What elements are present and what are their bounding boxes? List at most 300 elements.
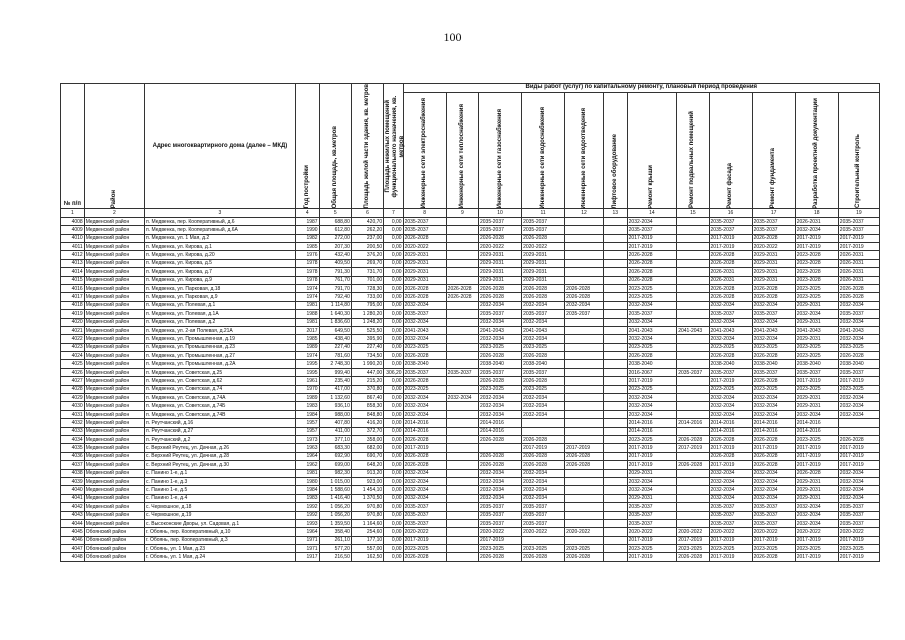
table-cell: 2026-2028 bbox=[627, 268, 677, 276]
table-cell: 2035-2037 bbox=[627, 519, 677, 527]
table-cell: 2032-2034 bbox=[522, 410, 565, 418]
table-row bbox=[61, 268, 880, 276]
table-cell: 2035-2037 bbox=[752, 503, 795, 511]
table-cell: п. Медвенка, ул. Парковая, д.9 bbox=[145, 293, 296, 301]
table-cell: 970,80 bbox=[351, 511, 383, 519]
table-cell: 2020-2022 bbox=[627, 528, 677, 536]
table-cell: 2035-2037 bbox=[709, 519, 752, 527]
table-row bbox=[61, 368, 880, 376]
table-cell: п. Медвенка, ул. Промышленная, д.2А bbox=[145, 360, 296, 368]
table-cell: 2029-2031 bbox=[478, 276, 521, 284]
table-cell bbox=[677, 251, 709, 259]
table-row bbox=[61, 477, 880, 485]
table-cell: 2026-2028 bbox=[627, 259, 677, 267]
table-cell: 2023-2025 bbox=[795, 545, 838, 553]
table-cell: Медвенский район bbox=[84, 410, 144, 418]
table-cell: 2026-2028 bbox=[522, 436, 565, 444]
table-cell: 2035-2037 bbox=[403, 503, 446, 511]
table-cell: 2014-2016 bbox=[752, 419, 795, 427]
table-cell: 2041-2043 bbox=[752, 326, 795, 334]
table-cell bbox=[446, 377, 478, 385]
table-cell: 2032-2034 bbox=[752, 410, 795, 418]
table-cell bbox=[565, 259, 604, 267]
table-cell: Медвенский район bbox=[84, 284, 144, 292]
table-cell: 2032-2034 bbox=[838, 402, 879, 410]
table-cell bbox=[565, 402, 604, 410]
table-cell: 447,00 bbox=[351, 368, 383, 376]
table-cell: 2035-2037 bbox=[838, 226, 879, 234]
table-cell: 2026-2028 bbox=[403, 293, 446, 301]
table-cell: Медвенский район bbox=[84, 452, 144, 460]
table-cell: 1984 bbox=[295, 486, 319, 494]
table-cell bbox=[565, 377, 604, 385]
table-cell: 2023-2025 bbox=[795, 436, 838, 444]
table-cell: 2032-2034 bbox=[478, 335, 521, 343]
table-cell: 1978 bbox=[295, 276, 319, 284]
table-cell bbox=[565, 276, 604, 284]
table-cell bbox=[446, 452, 478, 460]
column-number: 9 bbox=[446, 209, 478, 217]
table-cell: 1978 bbox=[295, 259, 319, 267]
table-cell: 4010 bbox=[61, 234, 85, 242]
table-cell: 2035-2037 bbox=[522, 226, 565, 234]
table-cell: 2032-2034 bbox=[522, 318, 565, 326]
table-cell: 2032-2034 bbox=[627, 394, 677, 402]
table-cell: 0,00 bbox=[384, 234, 403, 242]
table-cell: п. Медвенка, ул. Советская, д.74А bbox=[145, 394, 296, 402]
table-cell: 0,00 bbox=[384, 318, 403, 326]
column-number: 19 bbox=[838, 209, 879, 217]
table-cell bbox=[603, 545, 627, 553]
table-cell: г. Обоянь, ул. 1 Мая, д.23 bbox=[145, 545, 296, 553]
table-cell: с. Панино 1-е, д.4 bbox=[145, 494, 296, 502]
table-cell: 867,40 bbox=[351, 394, 383, 402]
table-cell: 0,00 bbox=[384, 494, 403, 502]
table-cell bbox=[565, 486, 604, 494]
table-cell bbox=[565, 251, 604, 259]
table-cell: 2023-2025 bbox=[478, 545, 521, 553]
table-cell: 699,00 bbox=[319, 461, 351, 469]
table-cell: с. Панино 1-е, д.3 bbox=[145, 477, 296, 485]
table-cell bbox=[677, 276, 709, 284]
table-cell: 2023-2028 bbox=[795, 268, 838, 276]
table-cell: 2032-2034 bbox=[709, 494, 752, 502]
table-cell: 2 748,30 bbox=[319, 360, 351, 368]
column-number: 3 bbox=[145, 209, 296, 217]
table-cell: 2026-2028 bbox=[795, 469, 838, 477]
table-cell: 923,00 bbox=[351, 477, 383, 485]
table-cell: 2032-2034 bbox=[752, 335, 795, 343]
table-cell bbox=[677, 519, 709, 527]
table-cell: 2035-2037 bbox=[478, 217, 521, 225]
table-cell: 2032-2034 bbox=[478, 318, 521, 326]
table-cell: 4038 bbox=[61, 469, 85, 477]
table-cell: 2032-2034 bbox=[838, 394, 879, 402]
table-cell: 0,00 bbox=[384, 427, 403, 435]
column-number: 12 bbox=[565, 209, 604, 217]
table-cell: 1 836,60 bbox=[319, 318, 351, 326]
table-cell: 1985 bbox=[295, 243, 319, 251]
table-cell: 858,30 bbox=[351, 402, 383, 410]
table-cell: 2020-2022 bbox=[565, 528, 604, 536]
table-cell: 2029-2031 bbox=[478, 251, 521, 259]
table-cell: 2035-2037 bbox=[752, 511, 795, 519]
table-cell: 2035-2037 bbox=[838, 503, 879, 511]
table-cell bbox=[603, 217, 627, 225]
table-cell bbox=[603, 234, 627, 242]
table-cell: 2041-2043 bbox=[627, 326, 677, 334]
table-cell bbox=[446, 486, 478, 494]
table-cell: 2020-2022 bbox=[403, 243, 446, 251]
table-cell: 0,00 bbox=[384, 519, 403, 527]
table-cell bbox=[446, 494, 478, 502]
table-cell: 1964 bbox=[295, 528, 319, 536]
table-cell: 2026-2031 bbox=[795, 217, 838, 225]
table-cell: 377,10 bbox=[319, 436, 351, 444]
table-cell: 525,50 bbox=[351, 326, 383, 334]
table-cell: 2026-2028 bbox=[403, 452, 446, 460]
table-row bbox=[61, 494, 880, 502]
table-cell bbox=[446, 326, 478, 334]
table-cell: 2041-2043 bbox=[709, 326, 752, 334]
table-cell: 2035-2037 bbox=[446, 368, 478, 376]
table-cell bbox=[565, 385, 604, 393]
table-cell bbox=[446, 259, 478, 267]
table-cell: п. Медвенка, ул. Промышленная, д.23 bbox=[145, 343, 296, 351]
table-cell: 2017-2019 bbox=[627, 536, 677, 544]
table-cell: 1974 bbox=[295, 352, 319, 360]
table-cell: Медвенский район bbox=[84, 251, 144, 259]
table-cell: 2032-2034 bbox=[478, 301, 521, 309]
table-row bbox=[61, 469, 880, 477]
table-cell bbox=[603, 553, 627, 561]
table-cell: 2017-2019 bbox=[838, 536, 879, 544]
table-cell: 2041-2043 bbox=[403, 326, 446, 334]
header-work-3: Инженерные сети газоснабжения bbox=[478, 92, 521, 209]
table-cell: 1962 bbox=[295, 461, 319, 469]
table-cell: 2026-2028 bbox=[478, 284, 521, 292]
table-cell bbox=[565, 243, 604, 251]
table-row bbox=[61, 436, 880, 444]
table-cell: 2017-2019 bbox=[838, 243, 879, 251]
table-cell: 970,80 bbox=[351, 503, 383, 511]
table-cell: 2032-2034 bbox=[709, 335, 752, 343]
table-cell: 2035-2037 bbox=[403, 310, 446, 318]
table-cell: 2026-2028 bbox=[565, 553, 604, 561]
table-cell: Медвенский район bbox=[84, 419, 144, 427]
table-cell: 2032-2034 bbox=[752, 301, 795, 309]
table-cell: 2032-2034 bbox=[446, 394, 478, 402]
table-cell bbox=[446, 301, 478, 309]
table-cell: 2029-2031 bbox=[522, 276, 565, 284]
table-cell bbox=[677, 335, 709, 343]
header-work-2: Инженерные сети теплоснабжения bbox=[446, 92, 478, 209]
table-cell: 2023-2025 bbox=[795, 385, 838, 393]
table-cell: 4027 bbox=[61, 377, 85, 385]
table-cell: 2017-2019 bbox=[403, 444, 446, 452]
table-cell: 2035-2037 bbox=[522, 519, 565, 527]
table-cell bbox=[565, 217, 604, 225]
table-cell: п. Медвенка, ул. Полевая, д.1 bbox=[145, 301, 296, 309]
table-cell: 2017-2019 bbox=[627, 553, 677, 561]
table-cell: 2035-2037 bbox=[478, 511, 521, 519]
table-cell: 2017-2019 bbox=[522, 444, 565, 452]
table-cell: 2017-2019 bbox=[838, 234, 879, 242]
table-cell: 1982 bbox=[295, 234, 319, 242]
table-cell: 2041-2043 bbox=[478, 326, 521, 334]
table-cell: 2032-2034 bbox=[627, 217, 677, 225]
table-cell: 4029 bbox=[61, 394, 85, 402]
table-cell: 2038-2040 bbox=[627, 360, 677, 368]
table-cell bbox=[603, 536, 627, 544]
table-cell: 2017-2019 bbox=[838, 452, 879, 460]
table-cell: Медвенский район bbox=[84, 259, 144, 267]
table-cell bbox=[565, 494, 604, 502]
table-cell: 2023-2028 bbox=[795, 259, 838, 267]
table-cell: 848,80 bbox=[351, 410, 383, 418]
table-cell: 2023-2025 bbox=[627, 385, 677, 393]
table-cell: 0,00 bbox=[384, 326, 403, 334]
table-cell: 2026-2028 bbox=[478, 377, 521, 385]
table-cell: 4020 bbox=[61, 318, 85, 326]
table-row bbox=[61, 360, 880, 368]
table-cell: 2023-2025 bbox=[478, 343, 521, 351]
table-cell: Медвенский район bbox=[84, 477, 144, 485]
table-cell bbox=[677, 427, 709, 435]
table-row bbox=[61, 553, 880, 561]
table-cell: 2017-2019 bbox=[795, 243, 838, 251]
table-cell: Медвенский район bbox=[84, 519, 144, 527]
table-cell: 2032-2034 bbox=[627, 335, 677, 343]
table-cell: 2026-2028 bbox=[838, 352, 879, 360]
table-cell: 1 164,60 bbox=[351, 519, 383, 527]
table-cell: Медвенский район bbox=[84, 243, 144, 251]
table-cell: 4045 bbox=[61, 528, 85, 536]
table-cell: 2017-2019 bbox=[795, 234, 838, 242]
table-cell: 2032-2034 bbox=[795, 310, 838, 318]
table-cell: 1917 bbox=[295, 553, 319, 561]
table-cell: 0,00 bbox=[384, 394, 403, 402]
table-cell: Медвенский район bbox=[84, 343, 144, 351]
table-cell: 0,00 bbox=[384, 293, 403, 301]
table-cell bbox=[565, 352, 604, 360]
table-cell: 0,00 bbox=[384, 268, 403, 276]
table-row bbox=[61, 419, 880, 427]
column-number: 14 bbox=[627, 209, 677, 217]
table-cell: п. Медвенка, ул. Кирова, д.1 bbox=[145, 243, 296, 251]
table-cell: 2029-2031 bbox=[752, 276, 795, 284]
table-cell: 0,00 bbox=[384, 217, 403, 225]
table-cell bbox=[838, 419, 879, 427]
table-cell bbox=[677, 284, 709, 292]
table-cell bbox=[446, 234, 478, 242]
table-cell: 1981 bbox=[295, 469, 319, 477]
table-cell: 254,60 bbox=[351, 528, 383, 536]
table-row bbox=[61, 394, 880, 402]
table-cell: 4022 bbox=[61, 335, 85, 343]
table-cell: 982,30 bbox=[319, 469, 351, 477]
column-number: 11 bbox=[522, 209, 565, 217]
header-year: Год постройки bbox=[295, 84, 319, 209]
table-cell: 2035-2037 bbox=[838, 519, 879, 527]
table-cell: 2020-2022 bbox=[522, 243, 565, 251]
table-cell: 2017-2019 bbox=[795, 377, 838, 385]
header-work-5: Инженерные сети водоотведения bbox=[565, 92, 604, 209]
table-cell: 2032-2034 bbox=[838, 469, 879, 477]
table-cell: 2038-2040 bbox=[795, 360, 838, 368]
table-cell: 2017-2019 bbox=[403, 536, 446, 544]
table-cell: п. Медвенка, ул. Кирова, д.5 bbox=[145, 259, 296, 267]
table-cell: 2026-2028 bbox=[838, 436, 879, 444]
table-cell: 0,00 bbox=[384, 452, 403, 460]
table-cell: 2023-2025 bbox=[838, 343, 879, 351]
table-cell bbox=[677, 226, 709, 234]
table-cell: 2017-2019 bbox=[565, 444, 604, 452]
table-cell: 2038-2040 bbox=[522, 360, 565, 368]
table-cell: 1970 bbox=[295, 385, 319, 393]
table-cell bbox=[603, 436, 627, 444]
table-cell: 2026-2028 bbox=[522, 461, 565, 469]
table-cell: 4016 bbox=[61, 284, 85, 292]
table-cell: 4028 bbox=[61, 385, 85, 393]
table-cell: 2023-2025 bbox=[752, 385, 795, 393]
table-cell: 1980 bbox=[295, 477, 319, 485]
table-cell bbox=[446, 410, 478, 418]
table-cell: 4037 bbox=[61, 461, 85, 469]
table-cell: 177,10 bbox=[351, 536, 383, 544]
table-cell: 2014-2016 bbox=[752, 427, 795, 435]
table-cell: Обоянский район bbox=[84, 528, 144, 536]
table-cell bbox=[603, 410, 627, 418]
table-cell: с. Панино 1-е, д.1 bbox=[145, 469, 296, 477]
table-cell bbox=[677, 511, 709, 519]
table-cell: 2029-2031 bbox=[403, 259, 446, 267]
table-cell: 1981 bbox=[295, 318, 319, 326]
table-cell: 2029-2031 bbox=[795, 301, 838, 309]
table-cell: 0,00 bbox=[384, 251, 403, 259]
table-cell bbox=[446, 243, 478, 251]
table-cell: 2026-2028 bbox=[627, 276, 677, 284]
table-cell: 0,00 bbox=[384, 226, 403, 234]
table-cell: 261,10 bbox=[319, 536, 351, 544]
table-cell: 1 248,20 bbox=[351, 318, 383, 326]
table-cell: 2035-2037 bbox=[838, 368, 879, 376]
table-cell: 2020-2022 bbox=[752, 528, 795, 536]
table-row bbox=[61, 536, 880, 544]
table-cell: 2023-2028 bbox=[795, 276, 838, 284]
table-cell bbox=[565, 343, 604, 351]
table-cell: 2026-2028 bbox=[752, 452, 795, 460]
table-cell: 2017-2019 bbox=[627, 452, 677, 460]
table-cell: 2014-2016 bbox=[627, 419, 677, 427]
table-cell: п. Медвенка, ул. Советская, д.62 bbox=[145, 377, 296, 385]
table-cell: 2026-2028 bbox=[677, 461, 709, 469]
table-cell: 4017 bbox=[61, 293, 85, 301]
table-cell: 2014-2016 bbox=[478, 419, 521, 427]
table-cell: 358,00 bbox=[351, 436, 383, 444]
table-cell: 1988 bbox=[295, 310, 319, 318]
table-cell: 4041 bbox=[61, 494, 85, 502]
table-cell: 2035-2037 bbox=[677, 368, 709, 376]
table-cell: 0,00 bbox=[384, 343, 403, 351]
table-cell: 0,00 bbox=[384, 528, 403, 536]
table-cell: 4048 bbox=[61, 553, 85, 561]
table-row bbox=[61, 259, 880, 267]
table-cell: 2023-2025 bbox=[795, 352, 838, 360]
table-cell bbox=[677, 377, 709, 385]
table-cell: 2020-2022 bbox=[795, 528, 838, 536]
table-cell: 438,40 bbox=[319, 335, 351, 343]
table-cell bbox=[565, 519, 604, 527]
table-cell bbox=[677, 494, 709, 502]
table-cell: 733,00 bbox=[351, 293, 383, 301]
table-cell: 2017-2019 bbox=[627, 444, 677, 452]
table-row bbox=[61, 284, 880, 292]
table-cell bbox=[565, 368, 604, 376]
table-cell: 4008 bbox=[61, 217, 85, 225]
table-cell: 688,80 bbox=[319, 217, 351, 225]
table-cell: п. Медвенка, ул. Советская, д.74В bbox=[145, 410, 296, 418]
table-cell: 791,70 bbox=[319, 284, 351, 292]
table-cell: 0,00 bbox=[384, 360, 403, 368]
table-cell: 2023-2025 bbox=[403, 385, 446, 393]
table-cell: 2032-2034 bbox=[838, 301, 879, 309]
table-cell: 2026-2028 bbox=[522, 352, 565, 360]
table-cell: 2026-2028 bbox=[752, 234, 795, 242]
table-cell: 2026-2031 bbox=[838, 259, 879, 267]
table-cell bbox=[603, 226, 627, 234]
table-cell bbox=[478, 444, 521, 452]
table-cell: 1992 bbox=[295, 511, 319, 519]
table-cell: 1957 bbox=[295, 419, 319, 427]
table-cell: 2023-2025 bbox=[522, 343, 565, 351]
table-cell: 2029-2031 bbox=[752, 259, 795, 267]
table-cell: Медвенский район bbox=[84, 217, 144, 225]
table-cell: 0,00 bbox=[384, 385, 403, 393]
table-cell: 1974 bbox=[295, 284, 319, 292]
table-cell: 2032-2034 bbox=[522, 301, 565, 309]
table-cell bbox=[565, 427, 604, 435]
table-cell: с. Верхний Реутец, ул. Дачная, д.28 bbox=[145, 452, 296, 460]
table-cell: 2029-2031 bbox=[478, 259, 521, 267]
table-cell: 2026-2028 bbox=[565, 452, 604, 460]
table-cell bbox=[677, 385, 709, 393]
table-cell: 2023-2025 bbox=[522, 385, 565, 393]
table-cell: 690,70 bbox=[351, 452, 383, 460]
table-cell: 2014-2016 bbox=[677, 419, 709, 427]
table-cell: 2017-2019 bbox=[838, 444, 879, 452]
table-cell: 0,00 bbox=[384, 301, 403, 309]
table-cell: 2035-2037 bbox=[478, 368, 521, 376]
table-cell: 2026-2028 bbox=[677, 436, 709, 444]
table-cell: 2026-2028 bbox=[446, 293, 478, 301]
table-cell: 1981 bbox=[295, 301, 319, 309]
table-cell bbox=[603, 494, 627, 502]
table-cell: 2032-2034 bbox=[403, 394, 446, 402]
table-cell: Медвенский район bbox=[84, 461, 144, 469]
table-cell: 2023-2025 bbox=[627, 436, 677, 444]
table-cell bbox=[677, 352, 709, 360]
table-cell: 2026-2028 bbox=[565, 284, 604, 292]
table-cell: 2032-2034 bbox=[709, 410, 752, 418]
table-cell: 358,40 bbox=[319, 528, 351, 536]
table-cell: г. Обоянь, ул. 1 Мая, д.24 bbox=[145, 553, 296, 561]
table-cell: 2035-2037 bbox=[522, 217, 565, 225]
table-cell bbox=[565, 503, 604, 511]
table-cell: 370,80 bbox=[351, 385, 383, 393]
table-cell: 2035-2037 bbox=[752, 217, 795, 225]
table-cell: 372,70 bbox=[351, 427, 383, 435]
